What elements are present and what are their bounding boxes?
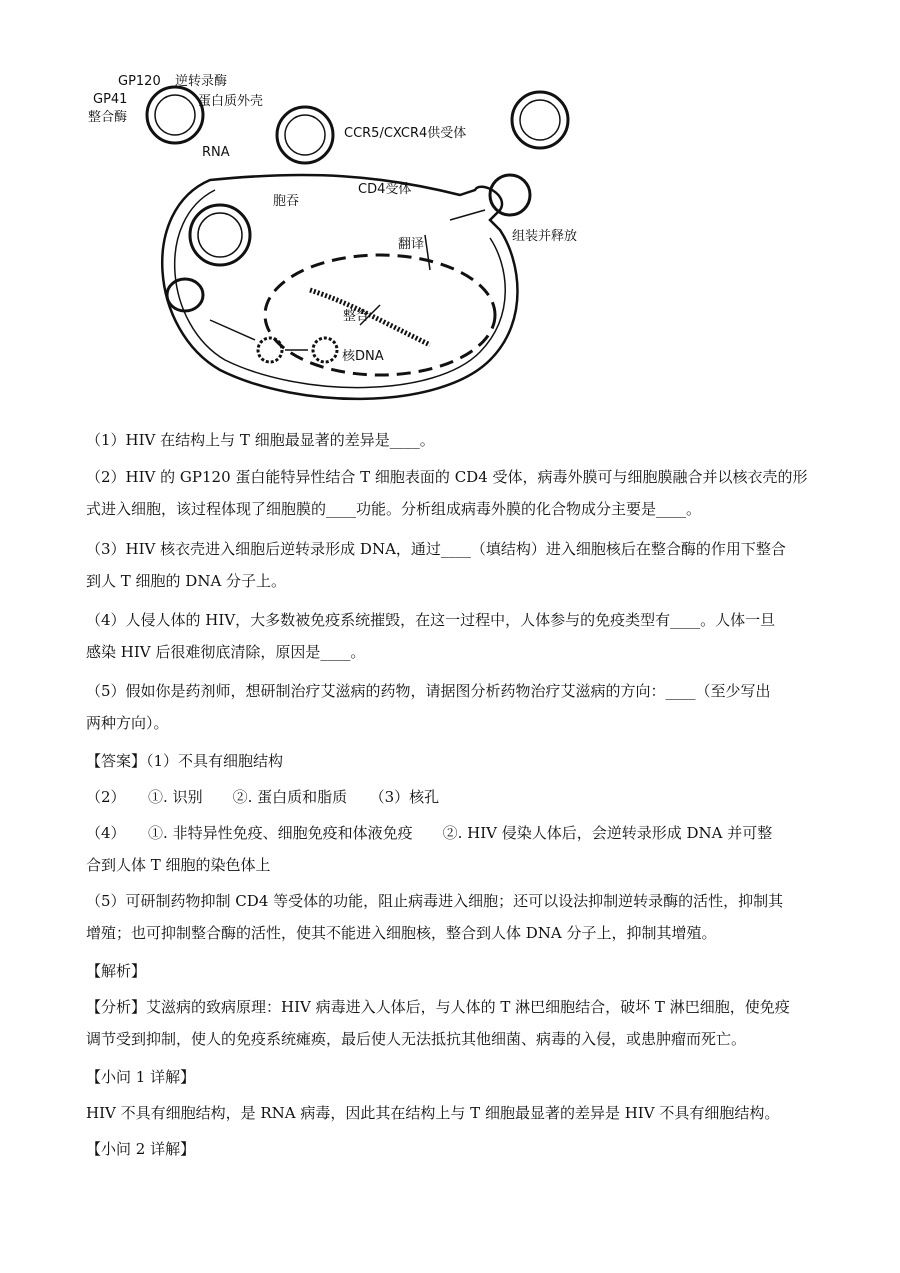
subquestion-1-text: HIV 不具有细胞结构，是 RNA 病毒，因此其在结构上与 T 细胞最显著的差异是 HIV 不具有细胞结构。 bbox=[86, 1104, 780, 1122]
question-4-line-1: （4）人侵人体的 HIV，大多数被免疫系统摧毁，在这一过程中，人体参与的免疫类型有____。人体一旦 bbox=[86, 611, 776, 629]
diagram-svg bbox=[80, 60, 640, 420]
label-coreceptor: CCR5/CXCR4供受体 bbox=[344, 126, 467, 141]
answer-5-line-1: （5）可研制药物抑制 CD4 等受体的功能，阻止病毒进入细胞；还可以设法抑制逆转录酶的活性，抑制其 bbox=[86, 892, 784, 910]
endocytosed-virion bbox=[190, 205, 250, 265]
label-capsid: 蛋白质外壳 bbox=[198, 94, 264, 109]
label-gp120: GP120 bbox=[118, 74, 161, 89]
label-cd4: CD4受体 bbox=[358, 182, 412, 197]
subquestion-2-heading: 【小问 2 详解】 bbox=[86, 1140, 196, 1158]
answer-4-line-1: （4） ①. 非特异性免疫、细胞免疫和体液免疫 ②. HIV 侵染人体后，会逆转录形成 DNA 并可整 bbox=[86, 824, 773, 842]
label-integrase: 整合酶 bbox=[88, 110, 128, 125]
subquestion-1-heading: 【小问 1 详解】 bbox=[86, 1068, 196, 1086]
label-assembly: 组装并释放 bbox=[512, 229, 578, 244]
question-5-line-1: （5）假如你是药剂师，想研制治疗艾滋病的药物，请据图分析药物治疗艾滋病的方向：____（至少写出 bbox=[86, 682, 771, 700]
label-integration: 整合 bbox=[343, 309, 370, 324]
label-rna: RNA bbox=[202, 145, 230, 160]
question-2-line-2: 式进入细胞，该过程体现了细胞膜的____功能。分析组成病毒外膜的化合物成分主要是____。 bbox=[86, 500, 702, 518]
nucleocapsid bbox=[167, 279, 203, 311]
budding-virion bbox=[490, 175, 530, 215]
answer-5-line-2: 增殖；也可抑制整合酶的活性，使其不能进入细胞核，整合到人体 DNA 分子上，抑制其增殖。 bbox=[86, 924, 717, 942]
answer-2-3: （2） ①. 识别 ②. 蛋白质和脂质 （3）核孔 bbox=[86, 788, 440, 806]
answer-4-line-2: 合到人体 T 细胞的染色体上 bbox=[86, 856, 271, 874]
label-reverse-transcriptase: 逆转录酶 bbox=[175, 74, 228, 89]
question-1: （1）HIV 在结构上与 T 细胞最显著的差异是____。 bbox=[86, 431, 435, 449]
label-nuclear-dna: 核DNA bbox=[342, 349, 384, 364]
cell-membrane bbox=[162, 175, 517, 399]
analysis-heading: 【解析】 bbox=[86, 962, 147, 980]
question-5-line-2: 两种方向）。 bbox=[86, 714, 169, 732]
hiv-lifecycle-diagram bbox=[80, 60, 640, 420]
analysis-fenxi-line-2: 调节受到抑制，使人的免疫系统瘫痪，最后使人无法抵抗其他细菌、病毒的入侵，或患肿瘤而死亡。 bbox=[86, 1030, 747, 1048]
cytoplasm-dna-circle bbox=[258, 338, 282, 362]
label-translation: 翻译 bbox=[398, 237, 425, 252]
label-endocytosis: 胞吞 bbox=[273, 194, 300, 209]
question-3-line-1: （3）HIV 核衣壳进入细胞后逆转录形成 DNA，通过____（填结构）进入细胞核后在整合酶的作用下整合 bbox=[86, 540, 786, 558]
question-4-line-2: 感染 HIV 后很难彻底清除，原因是____。 bbox=[86, 643, 366, 661]
analysis-fenxi-line-1: 【分析】艾滋病的致病原理：HIV 病毒进入人体后，与人体的 T 淋巴细胞结合，破坏 T 淋巴细胞，使免疫 bbox=[86, 998, 790, 1016]
nuclear-dna-helix bbox=[310, 290, 430, 345]
answer-1: 【答案】（1）不具有细胞结构 bbox=[86, 752, 284, 770]
label-gp41: GP41 bbox=[93, 92, 128, 107]
question-2-line-1: （2）HIV 的 GP120 蛋白能特异性结合 T 细胞表面的 CD4 受体，病毒外膜可与细胞膜融合并以核衣壳的形 bbox=[86, 468, 808, 486]
question-3-line-2: 到人 T 细胞的 DNA 分子上。 bbox=[86, 572, 287, 590]
